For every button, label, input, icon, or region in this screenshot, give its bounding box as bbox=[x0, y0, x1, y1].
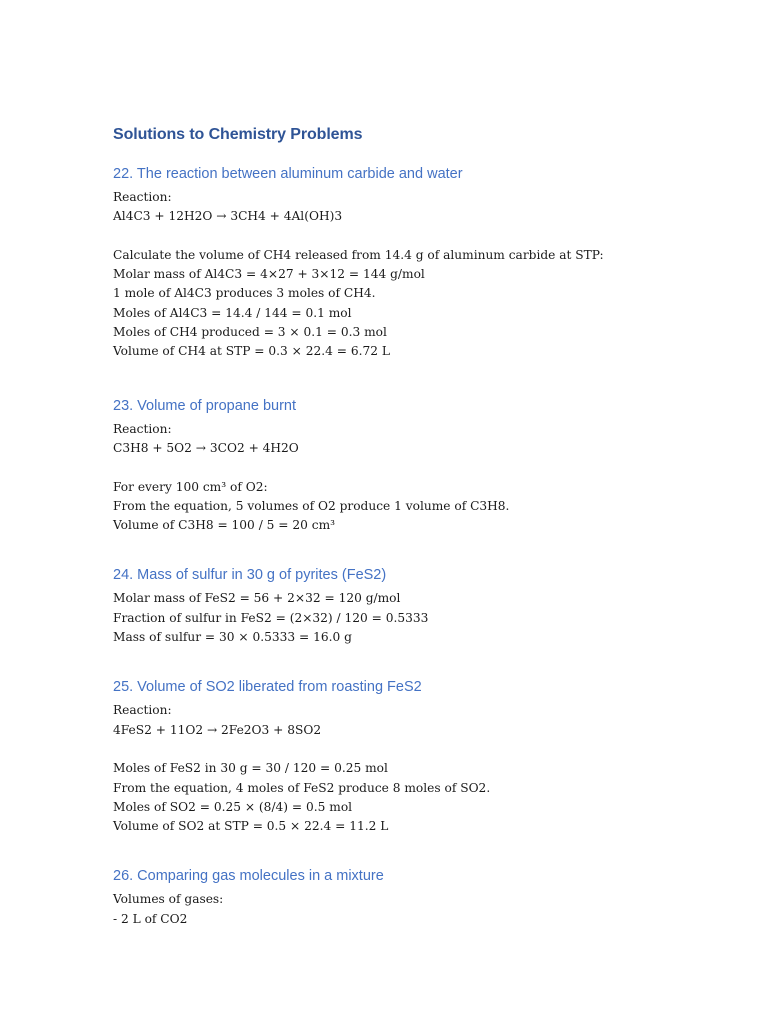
section-25 bbox=[113, 677, 673, 836]
section-heading: 23. Volume of propane burnt bbox=[113, 397, 296, 414]
body-line: From the equation, 4 moles of FeS2 produce 8 moles of SO2. bbox=[113, 780, 491, 795]
blank-line bbox=[113, 227, 673, 246]
body-line: Volume of C3H8 = 100 / 5 = 20 cm³ bbox=[113, 518, 336, 533]
body-line: Reaction: bbox=[113, 703, 172, 718]
section-heading: 22. The reaction between aluminum carbide and water bbox=[113, 166, 463, 182]
section-26 bbox=[113, 866, 673, 929]
section-spacer bbox=[113, 836, 673, 866]
section-spacer bbox=[113, 647, 673, 677]
section-heading: 25. Volume of SO2 liberated from roasting FeS2 bbox=[113, 679, 422, 696]
section-spacer bbox=[113, 535, 673, 565]
body-line: For every 100 cm³ of O2: bbox=[113, 479, 268, 494]
body-line: Volume of CH4 at STP = 0.3 × 22.4 = 6.72 L bbox=[113, 344, 390, 359]
body-line: Calculate the volume of CH4 released from 14.4 g of aluminum carbide at STP: bbox=[113, 247, 604, 262]
body-line: Molar mass of Al4C3 = 4×27 + 3×12 = 144 g/mol bbox=[113, 267, 425, 282]
body-line: Volumes of gases: bbox=[113, 892, 224, 907]
body-line: 1 mole of Al4C3 produces 3 moles of CH4. bbox=[113, 286, 376, 301]
document-title: Solutions to Chemistry Problems bbox=[113, 126, 363, 143]
section-23 bbox=[113, 396, 673, 536]
section-heading: 26. Comparing gas molecules in a mixture bbox=[113, 868, 384, 885]
section-heading: 24. Mass of sulfur in 30 g of pyrites (FeS2) bbox=[113, 567, 387, 584]
body-line: Moles of CH4 produced = 3 × 0.1 = 0.3 mol bbox=[113, 325, 387, 340]
body-line: - 2 L of CO2 bbox=[113, 911, 188, 926]
body-line: Molar mass of FeS2 = 56 + 2×32 = 120 g/mol bbox=[113, 591, 401, 606]
section-24 bbox=[113, 565, 673, 647]
reaction-equation: Al4C3 + 12H2O → 3CH4 + 4Al(OH)3 bbox=[113, 209, 343, 224]
body-line: Moles of FeS2 in 30 g = 30 / 120 = 0.25 mol bbox=[113, 761, 388, 776]
reaction-equation: 4FeS2 + 11O2 → 2Fe2O3 + 8SO2 bbox=[113, 722, 322, 737]
body-line: Fraction of sulfur in FeS2 = (2×32) / 120 = 0.5333 bbox=[113, 610, 429, 625]
document-content bbox=[113, 124, 673, 929]
body-line: Mass of sulfur = 30 × 0.5333 = 16.0 g bbox=[113, 630, 352, 645]
body-line: Reaction: bbox=[113, 421, 172, 436]
body-line: Moles of Al4C3 = 14.4 / 144 = 0.1 mol bbox=[113, 305, 352, 320]
body-line: Moles of SO2 = 0.25 × (8/4) = 0.5 mol bbox=[113, 799, 353, 814]
blank-line bbox=[113, 740, 673, 759]
section-spacer bbox=[113, 362, 673, 396]
body-line: Reaction: bbox=[113, 190, 172, 204]
section-22 bbox=[113, 164, 673, 362]
body-line: Volume of SO2 at STP = 0.5 × 22.4 = 11.2 L bbox=[113, 819, 389, 834]
blank-line bbox=[113, 458, 673, 477]
body-line: From the equation, 5 volumes of O2 produce 1 volume of C3H8. bbox=[113, 498, 510, 513]
reaction-equation: C3H8 + 5O2 → 3CO2 + 4H2O bbox=[113, 440, 299, 455]
